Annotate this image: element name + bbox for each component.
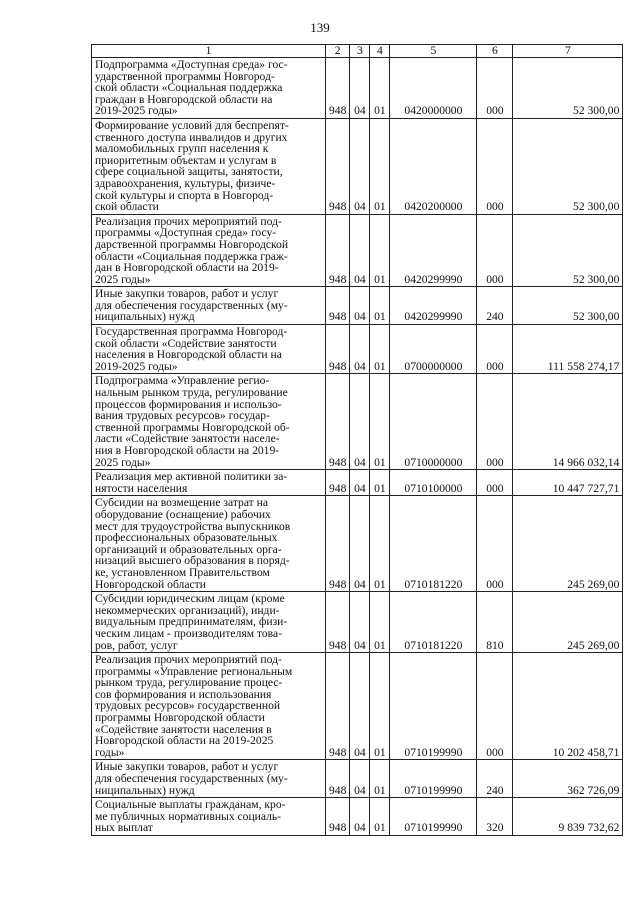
subsection-code: 01 xyxy=(370,287,390,325)
target-article-code: 0710181220 xyxy=(390,496,477,592)
column-header-2: 2 xyxy=(326,45,350,58)
subsection-code: 01 xyxy=(370,58,390,119)
table-row xyxy=(92,760,623,798)
column-header-6: 6 xyxy=(477,45,513,58)
item-name: Подпрограмма «Доступная среда» гос- ударственной программы Новгород- ской области «Социальная поддержка граждан в Новгородской области на 2019-2025 годы» xyxy=(92,58,326,119)
grbs-code: 948 xyxy=(326,374,350,470)
subsection-code: 01 xyxy=(370,118,390,214)
expense-type-code: 000 xyxy=(477,58,513,119)
subsection-code: 01 xyxy=(370,592,390,653)
table-row xyxy=(92,798,623,836)
target-article-code: 0420200000 xyxy=(390,118,477,214)
expense-type-code: 240 xyxy=(477,287,513,325)
subsection-code: 01 xyxy=(370,374,390,470)
expense-type-code: 240 xyxy=(477,760,513,798)
grbs-code: 948 xyxy=(326,592,350,653)
amount: 10 447 727,71 xyxy=(513,470,623,496)
table-row xyxy=(92,58,623,119)
table-row xyxy=(92,374,623,470)
subsection-code: 01 xyxy=(370,496,390,592)
amount: 10 202 458,71 xyxy=(513,653,623,760)
column-header-5: 5 xyxy=(390,45,477,58)
subsection-code: 01 xyxy=(370,214,390,287)
amount: 9 839 732,62 xyxy=(513,798,623,836)
target-article-code: 0710199990 xyxy=(390,653,477,760)
section-code: 04 xyxy=(350,798,370,836)
target-article-code: 0710181220 xyxy=(390,592,477,653)
item-name: Реализация прочих мероприятий под- программы «Управление региональным рынком труда, регулирование процес- сов формирования и использования трудовых ресурсов» государственной программы Новгородской области «Содействие занятости населения в Новгородской области на 2019-2025 годы» xyxy=(92,653,326,760)
grbs-code: 948 xyxy=(326,325,350,374)
section-code: 04 xyxy=(350,58,370,119)
grbs-code: 948 xyxy=(326,118,350,214)
grbs-code: 948 xyxy=(326,287,350,325)
expense-type-code: 000 xyxy=(477,496,513,592)
expense-type-code: 000 xyxy=(477,118,513,214)
section-code: 04 xyxy=(350,592,370,653)
subsection-code: 01 xyxy=(370,470,390,496)
section-code: 04 xyxy=(350,496,370,592)
item-name: Иные закупки товаров, работ и услуг для обеспечения государственных (му- ниципальных) нужд xyxy=(92,760,326,798)
item-name: Реализация прочих мероприятий под- программы «Доступная среда» госу- дарственной программы Новгородской области «Социальная поддержка граж- дан в Новгородской области на 2019- 2025 годы» xyxy=(92,214,326,287)
target-article-code: 0710100000 xyxy=(390,470,477,496)
item-name: Подпрограмма «Управление регио- нальным рынком труда, регулирование процессов формирования и использо- вания трудовых ресурсов» государ- ственной программы Новгородской об- ласти «Содействие занятости населе- ния в Новгородской области на 2019- 2025 годы» xyxy=(92,374,326,470)
target-article-code: 0700000000 xyxy=(390,325,477,374)
section-code: 04 xyxy=(350,287,370,325)
section-code: 04 xyxy=(350,760,370,798)
subsection-code: 01 xyxy=(370,325,390,374)
item-name: Реализация мер активной политики за- нятости населения xyxy=(92,470,326,496)
table-row xyxy=(92,325,623,374)
expense-type-code: 000 xyxy=(477,470,513,496)
column-header-1: 1 xyxy=(92,45,326,58)
table-row xyxy=(92,470,623,496)
section-code: 04 xyxy=(350,374,370,470)
amount: 52 300,00 xyxy=(513,118,623,214)
table-row xyxy=(92,653,623,760)
table-row xyxy=(92,287,623,325)
amount: 245 269,00 xyxy=(513,592,623,653)
expense-type-code: 000 xyxy=(477,653,513,760)
amount: 52 300,00 xyxy=(513,58,623,119)
table-row xyxy=(92,496,623,592)
expense-type-code: 320 xyxy=(477,798,513,836)
subsection-code: 01 xyxy=(370,653,390,760)
target-article-code: 0420299990 xyxy=(390,287,477,325)
amount: 52 300,00 xyxy=(513,214,623,287)
section-code: 04 xyxy=(350,470,370,496)
column-header-7: 7 xyxy=(513,45,623,58)
target-article-code: 0710000000 xyxy=(390,374,477,470)
item-name: Формирование условий для беспрепят- ственного доступа инвалидов и других маломобильных групп населения к приоритетным объектам и услугам в сфере социальной защиты, занятости, здравоохранения, культуры, физиче- ской культуры и спорта в Новгород- ской области xyxy=(92,118,326,214)
item-name: Субсидии на возмещение затрат на оборудование (оснащение) рабочих мест для трудоустройства выпускников профессиональных образовательных организаций и образовательных орга- низаций высшего образования в поряд- ке, установленном Правительством Новгородской области xyxy=(92,496,326,592)
table-row xyxy=(92,118,623,214)
subsection-code: 01 xyxy=(370,760,390,798)
target-article-code: 0710199990 xyxy=(390,798,477,836)
target-article-code: 0710199990 xyxy=(390,760,477,798)
grbs-code: 948 xyxy=(326,760,350,798)
item-name: Государственная программа Новгород- ской области «Содействие занятости населения в Новгородской области на 2019-2025 годы» xyxy=(92,325,326,374)
section-code: 04 xyxy=(350,214,370,287)
target-article-code: 0420299990 xyxy=(390,214,477,287)
column-header-4: 4 xyxy=(370,45,390,58)
amount: 111 558 274,17 xyxy=(513,325,623,374)
grbs-code: 948 xyxy=(326,653,350,760)
amount: 52 300,00 xyxy=(513,287,623,325)
subsection-code: 01 xyxy=(370,798,390,836)
grbs-code: 948 xyxy=(326,798,350,836)
budget-table xyxy=(91,44,623,836)
section-code: 04 xyxy=(350,653,370,760)
amount: 362 726,09 xyxy=(513,760,623,798)
grbs-code: 948 xyxy=(326,496,350,592)
grbs-code: 948 xyxy=(326,470,350,496)
item-name: Иные закупки товаров, работ и услуг для обеспечения государственных (му- ниципальных) нужд xyxy=(92,287,326,325)
table-row xyxy=(92,592,623,653)
target-article-code: 0420000000 xyxy=(390,58,477,119)
item-name: Социальные выплаты гражданам, кро- ме публичных нормативных социаль- ных выплат xyxy=(92,798,326,836)
grbs-code: 948 xyxy=(326,58,350,119)
expense-type-code: 000 xyxy=(477,214,513,287)
item-name: Субсидии юридическим лицам (кроме некоммерческих организаций), инди- видуальным предпринимателям, физи- ческим лицам - производителям това- ров, работ, услуг xyxy=(92,592,326,653)
expense-type-code: 810 xyxy=(477,592,513,653)
amount: 245 269,00 xyxy=(513,496,623,592)
amount: 14 966 032,14 xyxy=(513,374,623,470)
expense-type-code: 000 xyxy=(477,374,513,470)
column-header-3: 3 xyxy=(350,45,370,58)
section-code: 04 xyxy=(350,325,370,374)
expense-type-code: 000 xyxy=(477,325,513,374)
grbs-code: 948 xyxy=(326,214,350,287)
table-header-row xyxy=(92,45,623,58)
section-code: 04 xyxy=(350,118,370,214)
table-row xyxy=(92,214,623,287)
page-number: 139 xyxy=(310,20,330,35)
